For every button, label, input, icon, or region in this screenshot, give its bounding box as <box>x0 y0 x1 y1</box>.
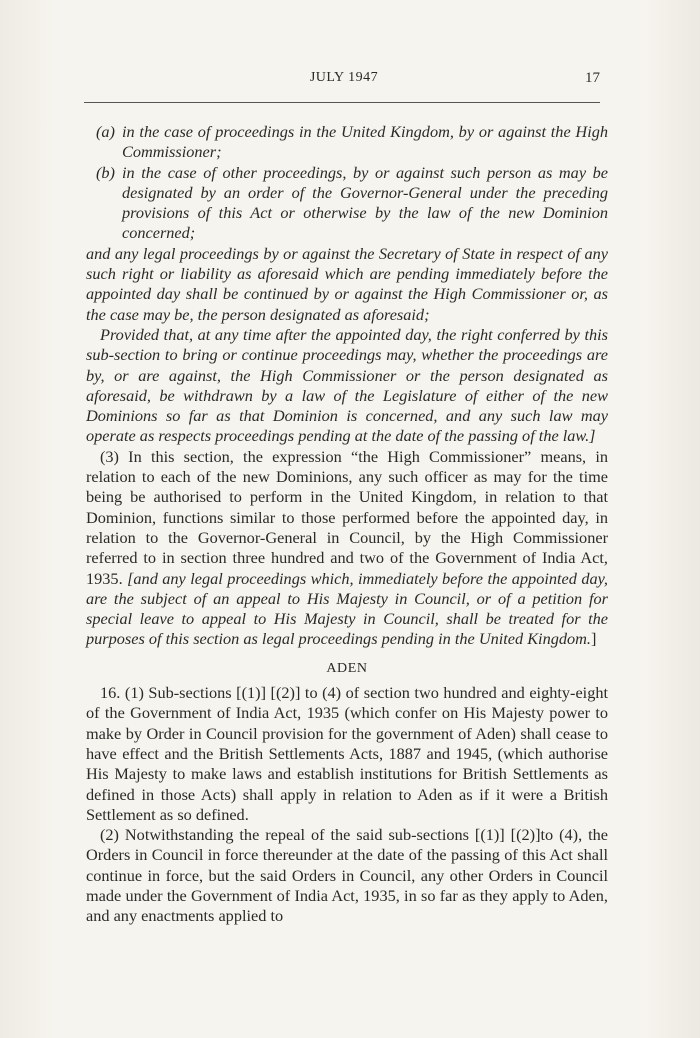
page-header <box>84 70 604 94</box>
running-title: JULY 1947 <box>309 70 379 85</box>
clause-b <box>86 163 608 244</box>
section-16-1-paragraph: 16. (1) Sub-sections [(1)] [(2)] to (4) of section two hundred and eighty-eight of the Government of India Act, 1935 (which confer on His Majesty power to make by Order in Council provision for the government of Aden) shall cease to have effect and the British Settlements Acts, 1887 and 1945, (which authorise His Majesty to make laws and establish institutions for British Settlements as defined in those Acts) shall apply in relation to Aden as if it were a British Settlement as so defined. <box>86 683 608 824</box>
proviso-paragraph: Provided that, at any time after the appointed day, the right conferred by this sub-section to bring or continue proceedings may, whether the proceedings are by, or are against, the High Commissioner or the person designated as aforesaid, be withdrawn by a law of the Legislature of either of the new Dominions so far as that Dominion is concerned, and any such law may operate as respects proceedings pending at the date of the passing of the law.] <box>86 324 608 446</box>
subsection-3-main: (3) In this section, the expression “the High Commissioner” means, in relation to each of the new Dominions, any such officer as may for the time being be authorised to perform in the United Kingdom, in relation to that Dominion, functions similar to those performed before the appointed day, in relation to the Governor-General in Council, by the High Commissioner referred to in section three hundred and two of the Government of India Act, 1935. <box>86 446 608 588</box>
page-number: 17 <box>585 70 600 86</box>
header-rule <box>84 102 600 103</box>
subsection-3-paragraph <box>86 447 608 650</box>
clause-a <box>86 122 608 163</box>
section-16-2-paragraph: (2) Notwithstanding the repeal of the said sub-sections [(1)] [(2)]to (4), the Orders in Council in force thereunder at the date of the passing of this Act shall continue in force, but the said Orders in Council, any other Orders in Council made under the Government of India Act, 1935, in so far as they apply to Aden, and any enactments applied to <box>86 825 608 926</box>
subsection-3-italic: [and any legal proceedings which, immediately before the appointed day, are the subject of an appeal to His Majesty in Council, or of a petition for special leave to appeal to His Majesty in Council, shall be treated for the purposes of this section as legal proceedings pending in the United Kingdom. <box>86 568 609 649</box>
clause-b-text: in the case of other proceedings, by or against such person as may be designated by an order of the Governor-General under the preceding provisions of this Act or otherwise by the law of the new Dominion concerned; <box>122 162 608 243</box>
section-heading-aden: ADEN <box>326 660 368 676</box>
clause-b-label: (b) <box>96 162 115 182</box>
subsection-3-close: ] <box>590 629 597 649</box>
page-body <box>86 122 608 927</box>
legal-proceedings-paragraph: and any legal proceedings by or against the Secretary of State in respect of any such right or liability as aforesaid which are pending immediately before the appointed day shall be continued by or against the High Commissioner or, as the case may be, the person designated as aforesaid; <box>86 243 608 324</box>
clause-a-text: in the case of proceedings in the United Kingdom, by or against the High Commissioner; <box>122 122 608 162</box>
clause-a-label: (a) <box>96 122 115 141</box>
